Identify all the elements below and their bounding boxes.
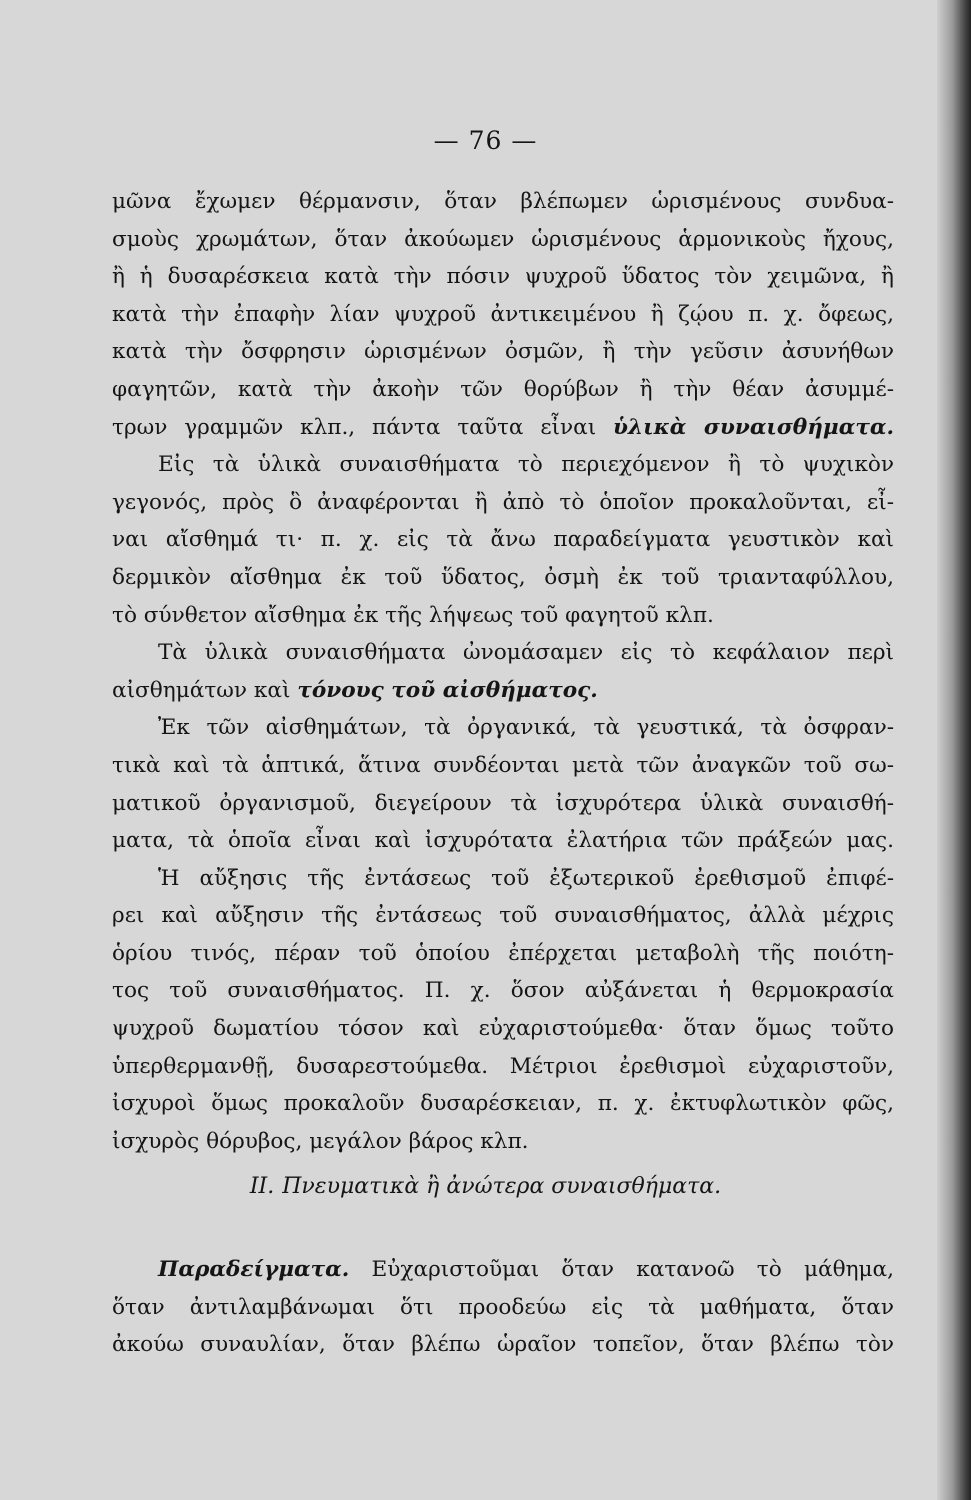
text-line [112,672,894,710]
text-line: ἢ ἡ δυσαρέσκεια κατὰ τὴν πόσιν ψυχροῦ ὕδατος τὸν χειμῶνα, ἢ [112,264,894,290]
text-line: φαγητῶν, κατὰ τὴν ἀκοὴν τῶν θορύβων ἢ τὴν θέαν ἀσυμμέ- [112,376,894,402]
text-line: τικὰ καὶ τὰ ἁπτικά, ἅτινα συνδέονται μετὰ τῶν ἀναγκῶν τοῦ σω- [112,752,894,778]
text-line: κατὰ τὴν ἐπαφὴν λίαν ψυχροῦ ἀντικειμένου ἢ ζῴου π. χ. ὄφεως, [112,301,894,327]
section-heading [0,1174,971,1199]
text-line [112,409,894,447]
emphasis-term: τόνους τοῦ αἰσθήματος. [297,677,598,703]
text-line: κατὰ τὴν ὄσφρησιν ὡρισμένων ὀσμῶν, ἢ τὴν γεῦσιν ἀσυνήθων [112,339,894,365]
text-line: ναι αἴσθημά τι· π. χ. εἰς τὰ ἄνω παραδείγματα γευστικὸν καὶ [112,527,894,553]
text-line: Ἡ αὔξησις τῆς ἐντάσεως τοῦ ἐξωτερικοῦ ἐρεθισμοῦ ἐπιφέ- [158,865,894,891]
text-line: Εἰς τὰ ὑλικὰ συναισθήματα τὸ περιεχόμενον ἢ τὸ ψυχικὸν [158,452,894,478]
text-line: τος τοῦ συναισθήματος. Π. χ. ὅσον αὐξάνεται ἡ θερμοκρασία [112,978,894,1004]
page-number: — 76 — [433,126,538,155]
text-line: Τὰ ὑλικὰ συναισθήματα ὠνομάσαμεν εἰς τὸ κεφάλαιον περὶ [158,640,894,666]
text-span: Εὐχαριστοῦμαι ὅταν κατανοῶ τὸ μάθημα, [349,1257,894,1282]
text-line: δερμικὸν αἴσθημα ἐκ τοῦ ὕδατος, ὀσμὴ ἐκ τοῦ τριανταφύλλου, [112,564,894,590]
text-line: ψυχροῦ δωματίου τόσον καὶ εὐχαριστούμεθα· ὅταν ὅμως τοῦτο [112,1016,894,1042]
text-line: ἰσχυροὶ ὅμως προκαλοῦν δυσαρέσκειαν, π. χ. ἐκτυφλωτικὸν φῶς, [112,1091,894,1117]
page-edge-shadow [937,0,971,1500]
text-line: ματικοῦ ὀργανισμοῦ, διεγείρουν τὰ ἰσχυρότερα ὑλικὰ συναισθή- [112,790,894,816]
examples-label: Παραδείγματα. [158,1257,350,1282]
text-line: μῶνα ἔχωμεν θέρμανσιν, ὅταν βλέπωμεν ὡρισμένους συνδυα- [112,189,894,214]
text-line: σμοὺς χρωμάτων, ὅταν ἀκούωμεν ὡρισμένους ἁρμονικοὺς ἤχους, [112,226,894,252]
main-text [112,183,894,1160]
text-span: αἰσθημάτων καὶ [112,677,298,703]
text-line: τὸ σύνθετον αἴσθημα ἐκ τῆς λήψεως τοῦ φαγητοῦ κλπ. [112,602,714,628]
text-line: ρει καὶ αὔξησιν τῆς ἐντάσεως τοῦ συναισθήματος, ἀλλὰ μέχρις [112,903,894,929]
text-line: ὁρίου τινός, πέραν τοῦ ὁποίου ἐπέρχεται μεταβολὴ τῆς ποιότη- [112,940,894,966]
text-line: ἀκούω συναυλίαν, ὅταν βλέπω ὡραῖον τοπεῖον, ὅταν βλέπω τὸν [112,1332,894,1358]
text-line: ματα, τὰ ὁποῖα εἶναι καὶ ἰσχυρότατα ἐλατήρια τῶν πράξεών μας. [112,828,894,854]
text-line [112,1251,894,1289]
section-title: Πνευματικὰ ἢ ἀνώτερα συναισθήματα. [282,1174,722,1199]
text-line: ὑπερθερμανθῇ, δυσαρεστούμεθα. Μέτριοι ἐρεθισμοὶ εὐχαριστοῦν, [112,1053,894,1079]
text-span: τρων γραμμῶν κλπ., πάντα ταῦτα εἶναι [112,414,614,440]
section-number: ΙΙ. [249,1174,275,1199]
examples-text [112,1251,894,1364]
text-line: ὅταν ἀντιλαμβάνωμαι ὅτι προοδεύω εἰς τὰ μαθήματα, ὅταν [112,1294,894,1320]
text-line: Ἐκ τῶν αἰσθημάτων, τὰ ὀργανικά, τὰ γευστικά, τὰ ὀσφραν- [158,715,894,741]
text-line: ἰσχυρὸς θόρυβος, μεγάλον βάρος κλπ. [112,1128,529,1154]
text-line: γεγονός, πρὸς ὃ ἀναφέρονται ἢ ἀπὸ τὸ ὁποῖον προκαλοῦνται, εἶ- [112,489,894,515]
emphasis-term: ὑλικὰ συναισθήματα. [613,414,894,440]
